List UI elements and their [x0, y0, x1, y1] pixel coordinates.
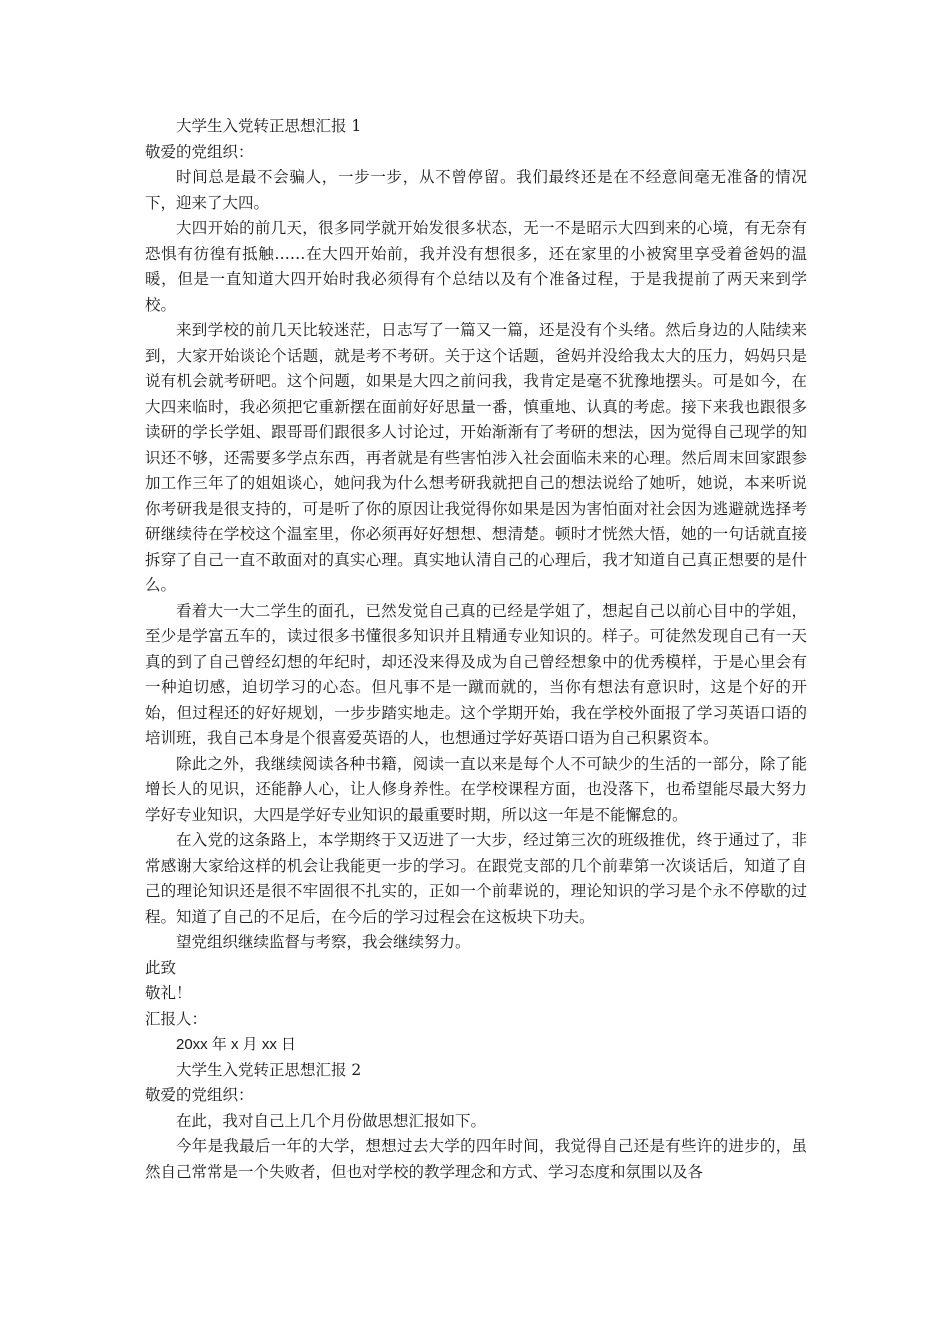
- report1-paragraph-1: 时间总是最不会骗人，一步一步，从不曾停留。我们最终还是在不经意间毫无准备的情况下，迎来了大四。: [145, 168, 807, 212]
- report1-paragraph-3: 来到学校的前几天比较迷茫，日志写了一篇又一篇，还是没有个头绪。然后身边的人陆续来到，大家开始谈论个话题，就是考不考研。关于这个话题，爸妈并没给我太大的压力，妈妈只是说有机会就考研吧。这个问题，如果是大四之前问我，我肯定是毫不犹豫地摆头。可是如今，在大四来临时，我必须把它重新摆在面前好好思量一番，慎重地、认真的考虑。接下来我也跟很多读研的学长学姐、跟哥哥们跟很多人讨论过，开始渐渐有了考研的想法，因为觉得自己现学的知识还不够，还需要多学点东西，再者就是有些害怕涉入社会面临未来的心理。然后周末回家跟参加工作三年了的姐姐谈心，她问我为什么想考研我就把自己的想法说给了她听，她说，本来听说你考研我是很支持的，可是听了你的原因让我觉得你如果是因为害怕面对社会因为逃避就选择考研继续待在学校这个温室里，你必须再好好想想、想清楚。顿时才恍然大悟，她的一句话就直接拆穿了自己一直不敢面对的真实心理。真实地认清自己的心理后，我才知道自己真正想要的是什么。: [145, 321, 807, 594]
- report1-closing-2: 敬礼！: [145, 984, 192, 1002]
- report2-paragraph-1: 在此，我对自己上几个月份做思想汇报如下。: [176, 1111, 487, 1130]
- document-page: [145, 114, 807, 1185]
- report2-title: 大学生入党转正思想汇报 2: [176, 1060, 362, 1079]
- report1-paragraph-4: 看着大一大二学生的面孔，已然发觉自己真的已经是学姐了，想起自己以前心目中的学姐，至少是学富五车的，读过很多书懂很多知识并且精通专业知识的。样子。可徒然发现自己有一天真的到了自己曾经幻想的年纪时，却还没来得及成为自己曾经想象中的优秀模样，于是心里会有一种迫切感，迫切学习的心态。但凡事不是一蹴而就的，当你有想法有意识时，这是个好的开始，但过程还的好好规划，一步步踏实地走。这个学期开始，我在学校外面报了学习英语口语的培训班，我自己本身是个很喜爱英语的人，也想通过学好英语口语为自己积累资本。: [145, 601, 807, 747]
- report1-paragraph-7: 望党组织继续监督与考察，我会继续努力。: [176, 933, 471, 951]
- report2-paragraph-2: 今年是我最后一年的大学，想想过去大学的四年时间，我觉得自己还是有些许的进步的，虽然自己常常是一个失败者，但也对学校的教学理念和方式、学习态度和氛围以及各: [145, 1137, 807, 1181]
- report1-reporter: 汇报人：: [145, 1009, 208, 1028]
- report1-paragraph-6: 在入党的这条路上，本学期终于又迈进了一大步，经过第三次的班级推优，终于通过了，非常感谢大家给这样的机会让我能更一步的学习。在跟党支部的几个前辈第一次谈话后，知道了自己的理论知识还是很不牢固很不扎实的，正如一个前辈说的，理论知识的学习是个永不停歇的过程。知道了自己的不足后，在今后的学习过程会在这板块下功夫。: [145, 831, 807, 926]
- report2-salutation: 敬爱的党组织：: [145, 1086, 254, 1104]
- report1-paragraph-2: 大四开始的前几天，很多同学就开始发很多状态，无一不是昭示大四到来的心境，有无奈有恐惧有彷徨有抵触……在大四开始前，我并没有想很多，还在家里的小被窝里享受着爸妈的温暖，但是一直知道大四开始时我必须得有个总结以及有个准备过程，于是我提前了两天来到学校。: [145, 219, 807, 314]
- report1-title: 大学生入党转正思想汇报 1: [176, 117, 362, 135]
- report1-salutation: 敬爱的党组织：: [145, 142, 254, 161]
- report1-closing-1: 此致: [145, 958, 177, 977]
- report1-date: 20xx 年 x 月 xx 日: [176, 1036, 297, 1053]
- report1-paragraph-5: 除此之外，我继续阅读各种书籍，阅读一直以来是每个人不可缺少的生活的一部分，除了能增长人的见识，还能静人心，让人修身养性。在学校课程方面，也没落下，也希望能尽最大努力学好专业知识，大四是学好专业知识的最重要时期，所以这一年是不能懈怠的。: [145, 754, 807, 824]
